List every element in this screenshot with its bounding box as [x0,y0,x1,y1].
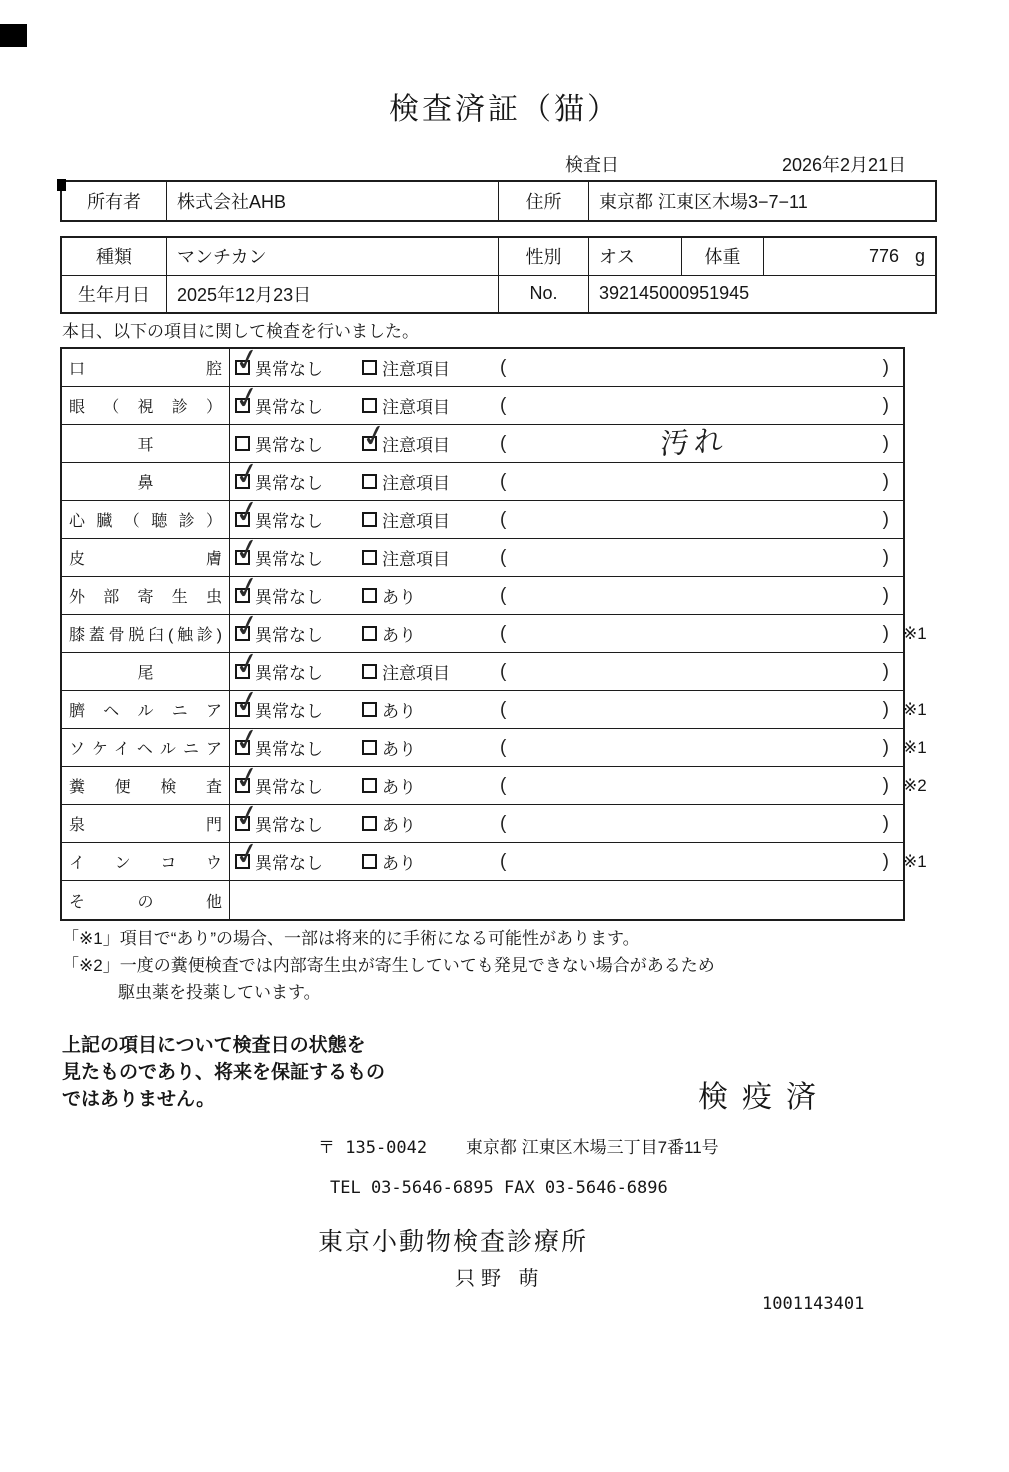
option-normal-cell [230,645,362,690]
paren-close: ) [882,470,889,492]
option-normal-label: 異常なし [255,626,323,645]
item-name: ソケイヘルニア [69,741,222,758]
checkbox-caution [362,550,377,565]
option-caution-cell [362,387,500,424]
remarks-cell [500,767,903,804]
item-name-cell [62,615,230,652]
option-caution-cell [362,767,500,804]
option-caution-label: あり [382,778,416,797]
checkbox-caution [362,854,377,869]
remarks-cell [500,615,903,652]
inspection-row [62,531,903,577]
footnote-line: 「※2」一度の糞便検査では内部寄生虫が寄生していても発見できない場合があるため [62,956,715,975]
other-empty-cell [230,881,903,919]
item-name-cell [62,881,230,919]
option-normal-cell [230,569,362,614]
option-caution-cell [362,615,500,652]
disclaimer [62,1032,385,1113]
footnote-ref: ※1 [903,852,927,871]
weight-label: 体重 [682,238,764,275]
check-mark: ✓ [231,569,264,608]
inspection-row [62,683,927,729]
owner-table [60,180,937,222]
item-name: 耳 [137,437,154,454]
scan-artifact-table-corner [57,179,66,191]
item-name-cell [62,501,230,538]
option-caution-cell [362,843,500,880]
paren-open: ( [500,622,507,644]
option-normal-cell [230,797,362,842]
checkbox-normal [231,721,264,760]
quarantine-stamp: 検疫済 [698,1081,830,1114]
handwritten-note [507,545,883,565]
owner-label: 所有者 [62,182,167,220]
option-caution-cell [362,653,500,690]
intro-text: 本日、以下の項目に関して検査を行いました。 [62,322,419,341]
handwritten-note [507,355,883,375]
check-mark: ✓ [231,379,264,418]
paren-open: ( [500,356,507,378]
item-name-cell [62,463,230,500]
item-name: 鼻 [137,475,154,492]
option-caution-label: あり [382,816,416,835]
scan-artifact-top-left [0,24,27,47]
checkbox-normal [231,645,264,684]
item-name: インコウ [69,855,222,872]
footnotes [62,925,715,1006]
paren-close: ) [882,660,889,682]
inspection-row [62,341,903,387]
paren-close: ) [882,622,889,644]
paren-open: ( [500,470,507,492]
remarks-cell [500,539,903,576]
option-normal-label: 異常なし [255,512,323,531]
item-name-cell [62,653,230,690]
option-caution-label: 注意項目 [382,436,450,455]
option-caution-label: 注意項目 [382,360,450,379]
paren-close: ) [882,394,889,416]
handwritten-note [507,507,883,527]
clinic-address: 東京都 江東区木場三丁目7番11号 [465,1138,719,1157]
paren-close: ) [882,736,889,758]
checkbox-normal [235,436,250,451]
item-name-cell [62,805,230,842]
inspection-row [62,417,903,463]
footnote-ref: ※2 [903,776,927,795]
check-mark: ✓ [231,759,264,798]
clinic-name: 東京小動物検査診療所 [318,1228,589,1256]
checkbox-caution [362,474,377,489]
option-caution-cell [362,691,500,728]
microchip-no-label: No. [499,276,589,313]
check-mark: ✓ [231,341,264,380]
inspection-row [62,835,927,881]
paren-close: ) [882,850,889,872]
option-normal-label: 異常なし [255,360,323,379]
paren-open: ( [500,660,507,682]
footnote-ref: ※1 [903,700,927,719]
remarks-cell [500,843,903,880]
remarks-cell [500,691,903,728]
option-normal-cell [230,493,362,538]
remarks-cell [500,425,903,462]
option-caution-cell [362,349,500,386]
item-name-cell [62,767,230,804]
checkbox-caution [362,626,377,641]
inspection-rows [62,341,927,881]
checkbox-normal [231,341,264,380]
checkbox-caution [362,740,377,755]
option-caution-label: 注意項目 [382,474,450,493]
option-normal-label: 異常なし [255,664,323,683]
paren-close: ) [882,812,889,834]
remarks-cell [500,653,903,690]
paren-open: ( [500,432,507,454]
weight-unit: g [914,245,925,266]
item-name: 臍ヘルニア [69,703,222,720]
checkbox-normal [231,835,264,874]
handwritten-note [507,469,883,489]
option-normal-cell [230,759,362,804]
option-normal-label: 異常なし [255,854,323,873]
check-mark: ✓ [231,721,264,760]
inspection-date-value: 2026年2月21日 [782,155,907,175]
option-normal-cell [230,835,362,880]
option-caution-cell [362,501,500,538]
address-value: 東京都 江東区木場3−7−11 [599,192,808,212]
option-caution-label: あり [382,702,416,721]
item-name-cell [62,425,230,462]
option-caution-cell [362,729,500,766]
address-label: 住所 [499,182,589,220]
clinic-address-line [318,1133,719,1158]
inspection-table [60,341,927,921]
handwritten-note [507,583,883,603]
checkbox-normal [231,531,264,570]
owner-value: 株式会社AHB [167,182,499,220]
checkbox-caution [362,664,377,679]
weight-value: 776 [868,245,899,266]
paren-open: ( [500,546,507,568]
option-normal-cell [230,379,362,424]
option-normal-label: 異常なし [255,702,323,721]
check-mark: ✓ [231,645,264,684]
check-mark: ✓ [231,607,264,646]
serial-number: 1001143401 [762,1294,865,1314]
paren-close: ) [882,546,889,568]
option-caution-label: あり [382,626,416,645]
birthdate-label: 生年月日 [62,276,167,313]
handwritten-note [507,773,883,793]
option-caution-label: 注意項目 [382,550,450,569]
item-name-cell [62,349,230,386]
footnote-ref: ※1 [903,624,927,643]
paren-open: ( [500,394,507,416]
footnote-ref: ※1 [903,738,927,757]
paren-open: ( [500,850,507,872]
veterinarian-name: 只野 萌 [455,1268,545,1290]
option-normal-label: 異常なし [255,398,323,417]
check-mark: ✓ [231,493,264,532]
paren-close: ) [882,698,889,720]
option-caution-cell [362,577,500,614]
remarks-cell [500,501,903,538]
weight-value-cell [764,238,935,275]
animal-table [60,236,937,314]
item-name-cell [62,843,230,880]
item-name: 皮膚 [69,551,222,568]
option-caution-cell [362,539,500,576]
option-normal-label: 異常なし [255,778,323,797]
option-caution-label: 注意項目 [382,664,450,683]
check-mark: ✓ [231,531,264,570]
option-normal-cell [230,683,362,728]
paren-open: ( [500,736,507,758]
checkbox-normal [231,493,264,532]
paren-close: ) [882,584,889,606]
option-caution-cell [362,805,500,842]
option-caution-label: あり [382,740,416,759]
checkbox-normal [231,759,264,798]
paren-open: ( [500,698,507,720]
option-normal-cell [230,455,362,500]
checkbox-caution [362,702,377,717]
check-mark: ✓ [231,683,264,722]
item-name: 外部寄生虫 [69,589,222,606]
option-caution-label: あり [382,588,416,607]
check-mark: ✓ [231,455,264,494]
checkbox-caution [362,588,377,603]
disclaimer-line: 上記の項目について検査日の状態を [62,1035,366,1056]
checkbox-caution [362,398,377,413]
postal-code: 〒 135-0042 [318,1138,428,1158]
checkbox-normal [231,569,264,608]
item-name: 尾 [137,665,154,682]
checkbox-normal [231,607,264,646]
option-caution-label: あり [382,854,416,873]
inspection-row [62,493,903,539]
checkbox-caution [362,360,377,375]
inspection-row-other [62,881,903,919]
option-normal-cell [230,721,362,766]
option-normal-cell [230,607,362,652]
paren-open: ( [500,508,507,530]
handwritten-note [507,621,883,641]
footnote-line: 「※1」項目で“あり”の場合、一部は将来的に手術になる可能性があります。 [62,929,640,948]
option-normal-label: 異常なし [255,588,323,607]
item-name: 口腔 [69,361,222,378]
remarks-cell [500,729,903,766]
inspection-row [62,797,903,843]
paren-close: ) [882,356,889,378]
disclaimer-line: ではありません。 [62,1089,216,1110]
inspection-row [62,721,927,767]
item-name: 眼（視診） [69,399,222,416]
option-normal-label: 異常なし [255,474,323,493]
option-caution-label: 注意項目 [382,512,450,531]
inspection-row [62,759,927,805]
breed-value: マンチカン [167,238,499,275]
option-normal-label: 異常なし [255,740,323,759]
paren-close: ) [882,508,889,530]
remarks-cell [500,463,903,500]
checkbox-normal [231,797,264,836]
paren-open: ( [500,584,507,606]
inspection-row [62,455,903,501]
breed-label: 種類 [62,238,167,275]
option-caution-cell [358,417,500,462]
option-caution-label: 注意項目 [382,398,450,417]
sex-label: 性別 [499,238,589,275]
check-mark: ✓ [231,835,264,874]
item-name-cell [62,729,230,766]
sex-value: オス [589,238,682,275]
option-normal-cell [230,531,362,576]
checkbox-normal [231,683,264,722]
checkbox-caution [362,778,377,793]
checkbox-normal [231,455,264,494]
item-name: その他 [69,893,222,911]
item-name: 糞便検査 [69,779,222,796]
item-name-cell [62,387,230,424]
item-name: 膝蓋骨脱臼(触診) [69,627,222,644]
item-name: 心臓（聴診） [69,513,222,530]
handwritten-note [507,849,883,869]
checkbox-normal [231,379,264,418]
microchip-no-value: 392145000951945 [599,283,750,304]
paren-close: ) [882,432,889,454]
handwritten-note: 汚れ [659,425,730,461]
remarks-cell [500,577,903,614]
checkbox-caution [362,512,377,527]
inspection-row [62,607,927,653]
option-normal-label: 異常なし [255,550,323,569]
option-normal-cell [230,341,362,386]
handwritten-note [507,811,883,831]
inspection-row [62,645,903,691]
checkbox-caution [362,816,377,831]
paren-open: ( [500,812,507,834]
item-name-cell [62,691,230,728]
birthdate-value: 2025年12月23日 [167,276,499,313]
paren-close: ) [882,774,889,796]
remarks-cell [500,349,903,386]
handwritten-note [507,659,883,679]
disclaimer-line: 見たものであり、将来を保証するもの [62,1062,386,1083]
option-normal-cell [230,425,362,462]
item-name-cell [62,539,230,576]
paren-open: ( [500,774,507,796]
page-title: 検査済証（猫） [389,93,620,126]
option-caution-cell [362,463,500,500]
handwritten-note [507,697,883,717]
check-mark: ✓ [231,797,264,836]
inspection-date-label: 検査日 [565,155,619,175]
remarks-cell [500,805,903,842]
handwritten-note [507,393,883,413]
check-mark: ✓ [358,417,391,456]
handwritten-note [507,735,883,755]
inspection-row [62,569,903,615]
item-name-cell [62,577,230,614]
option-normal-label: 異常なし [255,816,323,835]
checkbox-caution [358,417,391,456]
item-name: 泉門 [69,817,222,834]
option-normal-label: 異常なし [255,436,323,455]
tel-fax-line: TEL 03-5646-6895 FAX 03-5646-6896 [330,1178,668,1198]
footnote-line: 駆虫薬を投薬しています。 [118,983,321,1002]
